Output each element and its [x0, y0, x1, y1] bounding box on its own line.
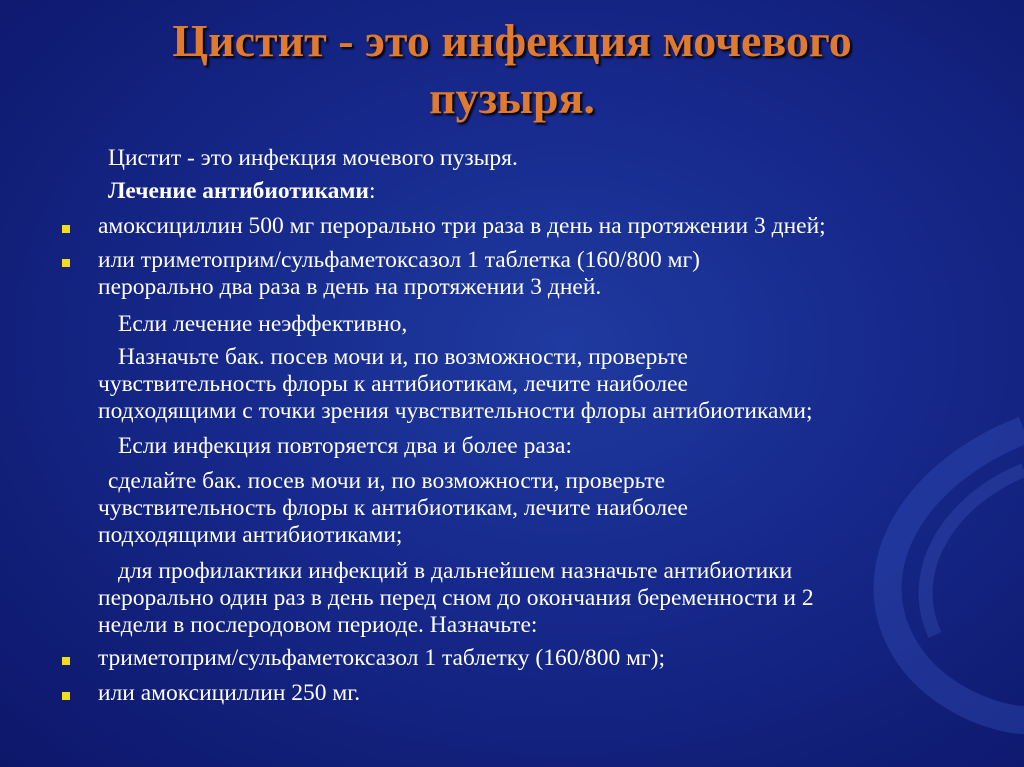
bullet-marker: [62, 225, 70, 233]
intro-line: Цистит - это инфекция мочевого пузыря.: [108, 145, 518, 171]
treatment-heading: [108, 178, 375, 205]
recurrence-line: Если инфекция повторяется два и более раза:: [118, 433, 573, 459]
bullet-marker: [62, 259, 70, 267]
culture-paragraph-2-line-1: сделайте бак. посев мочи и, по возможности, проверьте: [108, 468, 666, 494]
slide-title-line-1: Цистит - это инфекция мочевого: [172, 15, 852, 66]
bullet-marker: [62, 692, 70, 700]
bullet-item-trimethoprim-line-1: или триметоприм/сульфаметоксазол 1 таблетка (160/800 мг): [98, 247, 700, 273]
bullet-marker: [62, 657, 70, 665]
bullet-item-amoxicillin-500: амоксициллин 500 мг перорально три раза в день на протяжении 3 дней;: [98, 213, 826, 239]
ineffective-line: Если лечение неэффективно,: [118, 311, 408, 337]
slide-title: [0, 12, 1024, 126]
treatment-heading-colon: :: [368, 178, 376, 204]
prophylaxis-line-2: перорально один раз в день перед сном до окончания беременности и 2: [98, 585, 814, 611]
bullet-item-amoxicillin-250: или амоксициллин 250 мг.: [98, 680, 361, 706]
culture-paragraph-1-line-3: подходящими с точки зрения чувствительности флоры антибиотиками;: [98, 398, 813, 424]
prophylaxis-line-3: недели в послеродовом периоде. Назначьте:: [98, 612, 538, 638]
prophylaxis-line-1: для профилактики инфекций в дальнейшем назначьте антибиотики: [118, 558, 793, 584]
treatment-heading-label: Лечение антибиотиками: [108, 178, 369, 204]
culture-paragraph-2-line-2: чувствительность флоры к антибиотикам, лечите наиболее: [98, 495, 688, 521]
slide-title-line-2: пузыря.: [429, 72, 595, 123]
culture-paragraph-2-line-3: подходящими антибиотиками;: [98, 522, 403, 548]
bullet-item-trimethoprim-prophylaxis: триметоприм/сульфаметоксазол 1 таблетку (160/800 мг);: [98, 645, 666, 671]
culture-paragraph-1-line-1: Назначьте бак. посев мочи и, по возможности, проверьте: [118, 344, 688, 370]
culture-paragraph-1-line-2: чувствительность флоры к антибиотикам, лечите наиболее: [98, 371, 688, 397]
bullet-item-trimethoprim-line-2: перорально два раза в день на протяжении 3 дней.: [98, 274, 602, 300]
